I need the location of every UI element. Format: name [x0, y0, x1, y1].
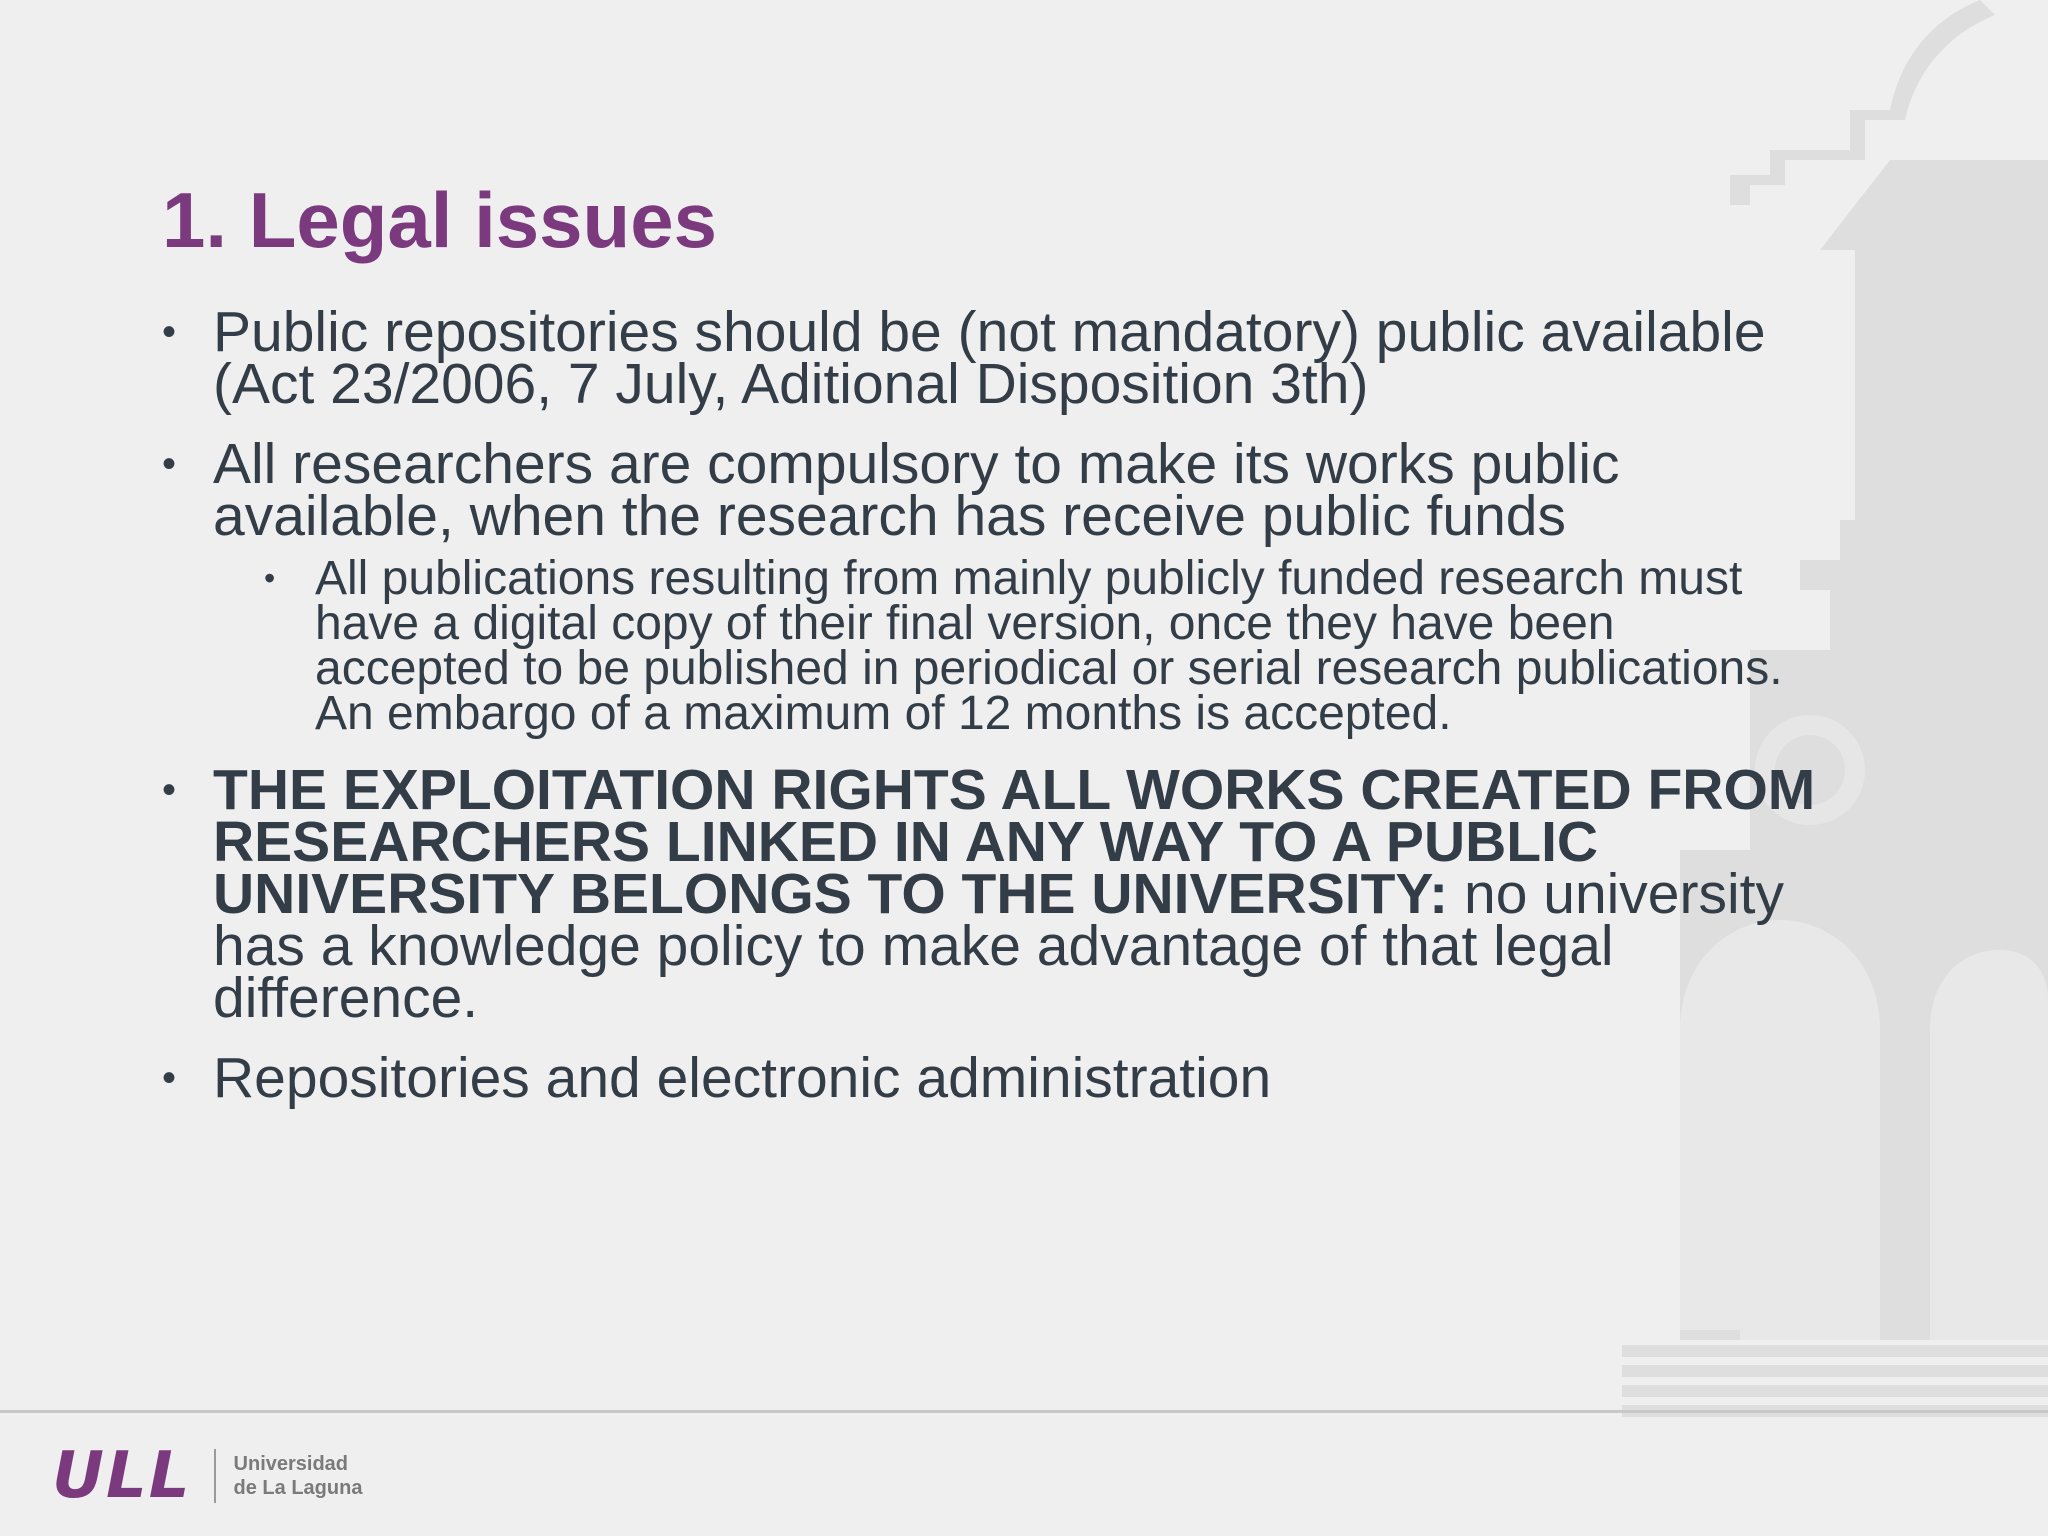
bullet-item: [162, 758, 1822, 1030]
bullet-item: [162, 300, 1822, 416]
bullet-item: [162, 432, 1822, 740]
bullet-text: Repositories and electronic administration: [213, 1046, 1272, 1110]
bullet-bold-text: THE EXPLOITATION RIGHTS ALL WORKS CREATED FROM RESEARCHERS LINKED IN ANY WAY TO A PUBLIC UNIVERSITY BELONGS TO THE UNIVERSITY:: [213, 758, 1816, 926]
sub-bullet-item: [264, 552, 1822, 740]
logo-mark: ULL: [52, 1439, 192, 1513]
bullet-marker: •: [162, 442, 177, 486]
sub-bullet-list: [213, 552, 1822, 740]
slide-title: 1. Legal issues: [162, 176, 717, 264]
bullet-marker: •: [162, 310, 177, 354]
sub-bullet-marker: •: [264, 560, 276, 596]
logo-line-1: Universidad: [233, 1453, 349, 1475]
bullet-text: no university has a knowledge policy to make advantage of that legal difference.: [213, 862, 1784, 1030]
footer-divider: [0, 1410, 2048, 1413]
bullet-marker: •: [162, 768, 177, 812]
bullet-item: [162, 1046, 1822, 1110]
bullet-text: All researchers are compulsory to make its works public available, when the research has receive public funds: [213, 432, 1620, 548]
logo-separator: [214, 1449, 216, 1503]
bullet-text: Public repositories should be (not mandatory) public available (Act 23/2006, 7 July, Aditional Disposition 3th): [213, 300, 1766, 416]
sub-bullet-text: All publications resulting from mainly publicly funded research must have a digital copy of their final version, once they have been accepted to be published in periodical or serial research publications. An embargo of a maximum of 12 months is accepted.: [315, 552, 1783, 740]
bullet-list: [162, 300, 1822, 1132]
logo-line-2: de La Laguna: [233, 1477, 363, 1499]
logo-text: [234, 1452, 363, 1500]
bullet-marker: •: [162, 1056, 177, 1100]
university-logo: [52, 1439, 363, 1513]
